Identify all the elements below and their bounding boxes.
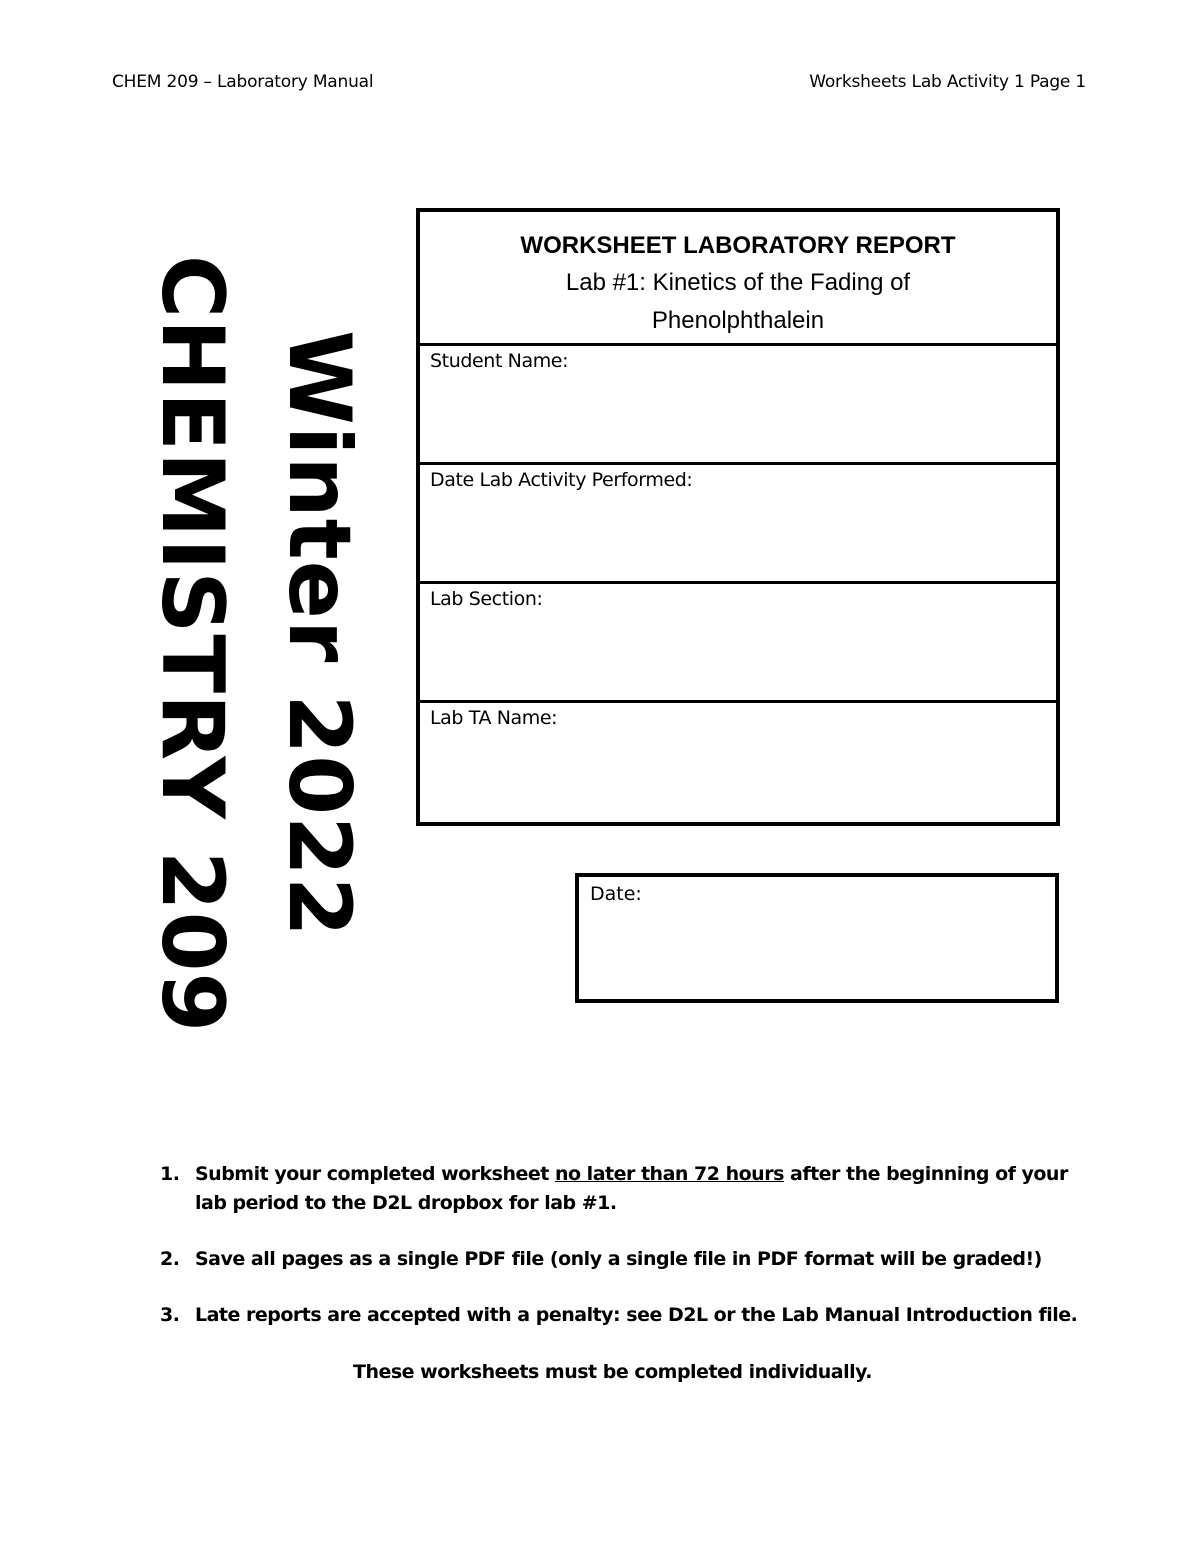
date-label: Date:: [590, 883, 642, 905]
instruction-number: 1.: [160, 1163, 180, 1185]
report-subtitle: Lab #1: Kinetics of the Fading of Phenolphthalein: [565, 269, 911, 334]
instruction-text: Late reports are accepted with a penalty: see D2L or the Lab Manual Introduction file.: [195, 1304, 1078, 1326]
instruction-text: after the beginning of your lab period to the D2L dropbox for lab #1.: [195, 1163, 1068, 1214]
term-title-vertical: Winter 2022: [269, 330, 369, 938]
instruction-text: Save all pages as a single PDF file (only a single file in PDF format will be graded!): [195, 1248, 1042, 1270]
date-performed-field[interactable]: [420, 465, 1056, 584]
page-header-right: Worksheets Lab Activity 1 Page 1: [809, 72, 1086, 92]
report-title: WORKSHEET LABORATORY REPORT: [520, 232, 956, 259]
lab-section-label: Lab Section:: [430, 588, 543, 610]
closing-note: These worksheets must be completed individually.: [352, 1361, 873, 1383]
lab-section-field[interactable]: [420, 584, 1056, 703]
instruction-deadline: no later than 72 hours: [554, 1163, 784, 1185]
lab-ta-name-label: Lab TA Name:: [430, 707, 558, 729]
instruction-item: [160, 1160, 1080, 1218]
page-header-left: CHEM 209 – Laboratory Manual: [112, 72, 374, 92]
instruction-text: Submit your completed worksheet: [195, 1163, 555, 1185]
instruction-number: 3.: [160, 1304, 180, 1326]
report-header: [420, 212, 1056, 346]
student-name-field[interactable]: [420, 346, 1056, 465]
student-name-label: Student Name:: [430, 350, 569, 372]
date-performed-label: Date Lab Activity Performed:: [430, 469, 693, 491]
instruction-number: 2.: [160, 1248, 180, 1270]
instruction-item: [160, 1301, 1080, 1330]
date-field[interactable]: [575, 873, 1059, 1003]
course-title-vertical: CHEMISTRY 209: [142, 255, 242, 1034]
instructions-list: [160, 1160, 1080, 1357]
report-box: [416, 208, 1060, 826]
instruction-item: [160, 1245, 1080, 1274]
lab-ta-name-field[interactable]: [420, 703, 1056, 822]
